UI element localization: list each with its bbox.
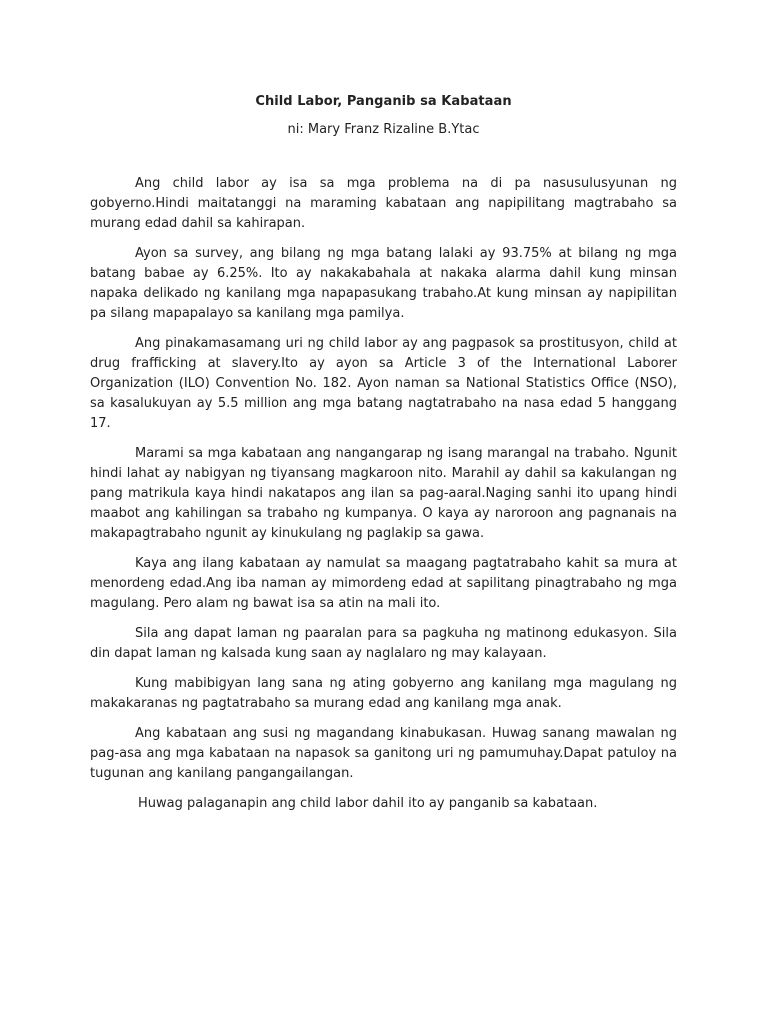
- paragraph-8: Ang kabataan ang susi ng magandang kinabukasan. Huwag sanang mawalan ng pag-asa ang mga kabataan na napasok sa ganitong uri ng pamumuhay.Dapat patuloy na tugunan ang kanilang pangangailangan.: [90, 726, 677, 781]
- paragraph-4: Marami sa mga kabataan ang nangangarap ng isang marangal na trabaho. Ngunit hindi lahat ay nabigyan ng tiyansang magkaroon nito. Marahil ay dahil sa kakulangan ng pang matrikula kaya hindi nakatapos ang ilan sa pag-aaral.Naging sanhi ito upang hindi maabot ang kahilingan sa trabaho ng kumpanya. O kaya ay naroroon ang pagnanais na makapagtrabaho ngunit ay kinukulang ng paglakip sa gawa.: [90, 446, 677, 541]
- paragraph-2: Ayon sa survey, ang bilang ng mga batang lalaki ay 93.75% at bilang ng mga batang babae ay 6.25%. Ito ay nakakabahala at nakaka alarma dahil kung minsan napaka delikado ng kanilang mga napapasukang trabaho.At kung minsan ay napipilitan pa silang mapapalayo sa kanilang mga pamilya.: [90, 246, 677, 321]
- paragraph-3: Ang pinakamasamang uri ng child labor ay ang pagpasok sa prostitusyon, child at drug frafficking at slavery.Ito ay ayon sa Article 3 of the International Laborer Organization (ILO) Convention No. 182. Ayon naman sa National Statistics Office (NSO), sa kasalukuyan ay 5.5 million ang mga batang nagtatrabaho na nasa edad 5 hanggang 17.: [90, 336, 677, 431]
- document-title: Child Labor, Panganib sa Kabataan: [255, 94, 512, 109]
- document-author: ni: Mary Franz Rizaline B.Ytac: [287, 122, 480, 137]
- paragraph-5: Kaya ang ilang kabataan ay namulat sa maagang pagtatrabaho kahit sa mura at menordeng edad.Ang iba naman ay mimordeng edad at sapilitang pinagtrabaho ng mga magulang. Pero alam ng bawat isa sa atin na mali ito.: [90, 556, 677, 611]
- document-page: [90, 92, 677, 824]
- document-body: [90, 174, 677, 814]
- paragraph-6: Sila ang dapat laman ng paaralan para sa pagkuha ng matinong edukasyon. Sila din dapat laman ng kalsada kung saan ay naglalaro ng may kalayaan.: [90, 626, 677, 661]
- paragraph-1: Ang child labor ay isa sa mga problema na di pa nasusulusyunan ng gobyerno.Hindi maitatanggi na maraming kabataan ang napipilitang magtrabaho sa murang edad dahil sa kahirapan.: [90, 176, 677, 231]
- paragraph-9: Huwag palaganapin ang child labor dahil ito ay panganib sa kabataan.: [138, 796, 598, 811]
- paragraph-7: Kung mabibigyan lang sana ng ating gobyerno ang kanilang mga magulang ng makakaranas ng pagtatrabaho sa murang edad ang kanilang mga anak.: [90, 676, 677, 711]
